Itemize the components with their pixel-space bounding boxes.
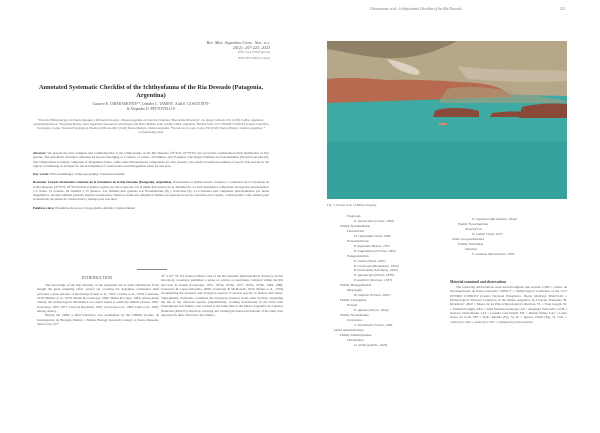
- abstract-block: [33, 151, 269, 210]
- taxon-family: Family Harpagiferidae: [340, 283, 372, 288]
- taxon-genus: Stromateus: [347, 318, 363, 323]
- introduction-paragraph-continued: 45' S, 65° 55' W) in the northern coast of the Ría Deseado (Deseado River Estuary). In this laboratory, Gosztonyi published a series of articles on specimens collected within the Ría and near its mouth (Gosztonyi, 1972, 1974a, 1974b, 1977, 1979a, 1979b, 1984, 1988; Gosztonyi & López-Arbarello, 2000; Gosztonyi & McDowall, 1974; Menni et al., 1979) documenting the presence and biological aspects of several species of inshore fish fauna. Subsequently, Pettovello continued the biological research in the same locality, expanding the list of the observed species (unpublished), working periodically in the field with Chiaramonte and Tamini, who worked at the same time at the Museo Argentino de Ciencias Naturales (MACN) collection, rescuing and curating the historical material of the study area deposited in there. However, the ichthyo-: [161, 274, 283, 318]
- palabras-clave: [33, 206, 269, 210]
- introduction-paragraph-2: During the 1980s a field laboratory was established by the CIBMA (Centro de Investigación de Biología Marina = Marine Biology Research Center) at Puerto Deseado, Santa Cruz, (47°: [37, 313, 159, 327]
- rock-island-1: [433, 108, 479, 117]
- taxon-genus: Odontesthes: [347, 337, 364, 342]
- taxon-family: Family Nototheniidae: [340, 223, 371, 228]
- taxon-family: Family Atherinopsidae: [340, 332, 372, 337]
- taxon-species: O. nigricans (Richardson, 1844): [472, 217, 517, 221]
- taxon-order: Order Scorpaeniformes: [452, 236, 485, 241]
- taxonomic-list-column-1: [334, 214, 399, 348]
- palabras-label: Palabras clave:: [33, 205, 55, 210]
- taxon-genus: Dissostichus: [347, 228, 365, 233]
- abstract-text: We present the first complete and commented list of the ichthyofauna of the Ría Deseado (47°45'S, 65°55'W) and record the southernmost limit distribution of five species. The systematic checklist comprises 44 species belonging to 4 classes, 15 orders, 26 families, and 35 genera. The largest Families are Nototheniidae (8) and Zoarcidae (6). The ichthyofauna is mainly composed of Magellanic fauna, while some Bonaerensean components are also present. Our results broaden the number of known fish species in the region, contributing as an input for the development of conservation and management plans for this area.: [33, 151, 270, 168]
- journal-citation: [150, 40, 270, 61]
- introduction-paragraph-1: The knowledge of the fish diversity of the Argentine Sea is quite unbalanced. Even though the great sampling effort carried out covering the Argentine continental shelf provided a great amount of knowledge (Gneri et al., 1967; Cotrina et al., 1976; Cousseau, 1978; Bellisio et al., 1979; Menni & Gosztonyi, 1982; Menni & López, 1984; among many others), the ichthyological information on coastal waters is relatively limited (Ansen, 1967; Gosztonyi, 1972, 1977; Lloris & Rucabado, 1991; Ciccarone et al., 1993; Caille et al., 1995; among others).: [37, 283, 159, 314]
- taxon-genus: Parona: [347, 303, 358, 308]
- taxon-genus: Sebastes: [465, 246, 477, 251]
- taxon-species: S. brasiliensis Fowler, 1906: [354, 322, 393, 327]
- taxon-species: P. cornucola (Richardson, 1844): [354, 263, 399, 268]
- taxon-species: H. bispinis (Forster, 1801): [354, 293, 391, 298]
- authors-line-1: Gustavo E. CHIARAMONTE¹*, Leandro L. TAMINI², Atila E. GOSZTONYI³: [92, 102, 210, 106]
- issn-print: ISSN 1514-5158 (impresa): [237, 50, 270, 55]
- taxon-genus: Paranotothenia: [347, 238, 369, 243]
- journal-volume: 25(2): 207-223, 2023: [233, 45, 270, 51]
- resumen-label: Resumen: Listado Sistemático Anotado de la Ictiofauna de la Ría Deseado (Patagonia, Argentina).: [33, 180, 172, 185]
- materials-paragraph: The following abbreviations were used throughout this section: CIPD = Centro de Investigaciones de Puerto Deseado. CNPICT = Ichthyological Collection of the CCT CENPAT CONICET (Centro Nacional Patagónico, Puerto Madryn). MACN-Ict = Ichthyological National Collection of the Museo Argentino de Ciencias Naturales "B. Rivadavia". MLP = Museo de La Plata ichthyological collection. TL = Total Length. SL = Standard Length. AEG = Atila Esteban Gosztonyi. AP = Alejandro Pettovello. GCH = Gustavo Chiaramonte. LLT = Leandro Luis Tamini. MT = Marian Tamar. LAC = Laura Asseo de Coch. PM = Pedro Medina (Fig. 5). IZ = Ignacio Zisich (Fig. 5). Coll. = collector/s. Obs = observer/s. H/L = captured by hook and line.: [450, 285, 567, 324]
- taxon-species: P. angustata Hutton, 1875: [354, 243, 390, 248]
- section-divider: [137, 269, 167, 270]
- taxon-genus: Notocheirus: [465, 226, 482, 231]
- resumen-text: Presentamos el primer listado completo y comentado de la ictiofauna de la Ría Deseado (47°45'S, 65°55'W) más el primer registro de cinco especies con el límite más austral de su distribución. La lista sistemática comprende 44 especies pertenecientes a 4 clases, 15 órdenes, 26 familias y 35 géneros. Las familias más grandes son Nototheniidae (8) y Zoarcidae (6). La ictiofauna está compuesta principalmente por fauna magallánica, estando también presente algunas bonaerenses. Nuestros resultados amplían el número de especies de peces conocidas en la región, contribuyendo como insumo para el desarrollo de planes de conservación y manejo para esta área.: [33, 180, 269, 202]
- taxon-species: D. eleginoides Smitt, 1898: [354, 233, 391, 238]
- taxon-species: P. magellanica (Forster, 1801): [354, 248, 397, 253]
- authors-line-2: & Alejandro D. PETTOVELLO⁴: [126, 107, 176, 111]
- taxon-family: Family Carangidae: [340, 298, 367, 303]
- resumen: [33, 180, 269, 201]
- taxonomic-list-column-2: [452, 217, 517, 257]
- page-number: 211: [560, 7, 566, 11]
- journal-name: Rev. Mus. Argentino Cienc. Nat., n.s.: [206, 40, 270, 45]
- palabras-text: Ensambles de peces, ictiogeografía, Atlántico Sudoccidental: [55, 205, 135, 210]
- keywords-text: Fish assemblages, ichthyogeography, Southwest Atlantic: [50, 172, 125, 176]
- article-title: Annotated Systematic Checklist of the Ichthyofauna of the Ría Deseado (Patagonia, Argentina): [38, 84, 264, 99]
- landscape-photo: [327, 41, 567, 199]
- taxon-species: N. hubbsi Clark, 1937: [472, 231, 503, 236]
- taxon-order: Order Atheriniformes: [334, 327, 364, 332]
- taxon-family: Family Sebastidae: [458, 241, 484, 246]
- taxon-species: P. guntheri (Norman, 1937): [354, 278, 393, 283]
- taxon-family: Family Stromateidae: [340, 313, 369, 318]
- taxon-genus: Eleginops: [347, 214, 361, 218]
- abstract-label: Abstract:: [33, 151, 47, 155]
- taxon-species: O. smitti (Lahille, 1929): [354, 342, 388, 347]
- taxon-species: P. canina (Smitt, 1897): [354, 258, 386, 263]
- taxon-species: P. brevicauda (Lönnberg, 1905): [354, 268, 398, 273]
- introduction-column-2: [161, 274, 283, 317]
- issn-online: ISSN 1853-0400 (en línea): [237, 55, 270, 60]
- figure-photo-bahia-uruguay: [327, 41, 567, 199]
- affiliations: ¹Estación Hidrobiológica de Puerto Quequén y División Ictiología - Museo Argentino de Ciencias Naturales "Bernardino Rivadavia". Av. Ángel Gallardo 470, (1405) CABA, Argentina; gchiaram@retina.ar. ²Programa Marino, Aves Argentinas/Asociación Ornitológica del Plata. Matheu 1246, (1249) CABA, Argentina. ³Retired from CCT CENPAT CONICET (Centro Científico Tecnológico Centro Nacional Patagónico). Boulevard Brown 2915 (9120) Puerto Madryn, Chubut Argentina. ⁴Escuela de la Costa, Colon 332 (9120) Puerto Madryn, Chubut, Argentina. * Corresponding autor: [33, 118, 269, 135]
- materials-heading: Material examined and observations: [450, 280, 506, 284]
- introduction-column-1: [37, 283, 159, 326]
- taxon-species: E. maclovinus (Cuvier, 1830): [354, 218, 395, 223]
- materials-body: [450, 285, 567, 324]
- water-deep: [327, 141, 567, 199]
- taxon-species: S. oculatus Valenciennes, 1833: [472, 251, 515, 256]
- introduction-heading: INTRODUCTION: [81, 276, 113, 280]
- abstract: [33, 151, 269, 168]
- taxon-family: Family Notocheiridae: [458, 221, 489, 226]
- boat: [439, 123, 447, 125]
- taxon-genus: Patagonotothen: [347, 253, 369, 258]
- taxon-species: P. signata (Jenyns, 1842): [354, 308, 389, 313]
- keywords-label: Key words:: [33, 172, 50, 176]
- figure-caption: Fig. 3. Partial view of Bahía Uruguay: [327, 203, 377, 207]
- running-head: Chiaramonte et al.: Ichthyofaunal Checklist of the Ría Deseado: [370, 7, 462, 11]
- author-list: [33, 102, 269, 112]
- taxon-species: P. squamiceps (Peters, 1876): [354, 273, 394, 278]
- taxon-genus: Harpagifer: [347, 288, 363, 293]
